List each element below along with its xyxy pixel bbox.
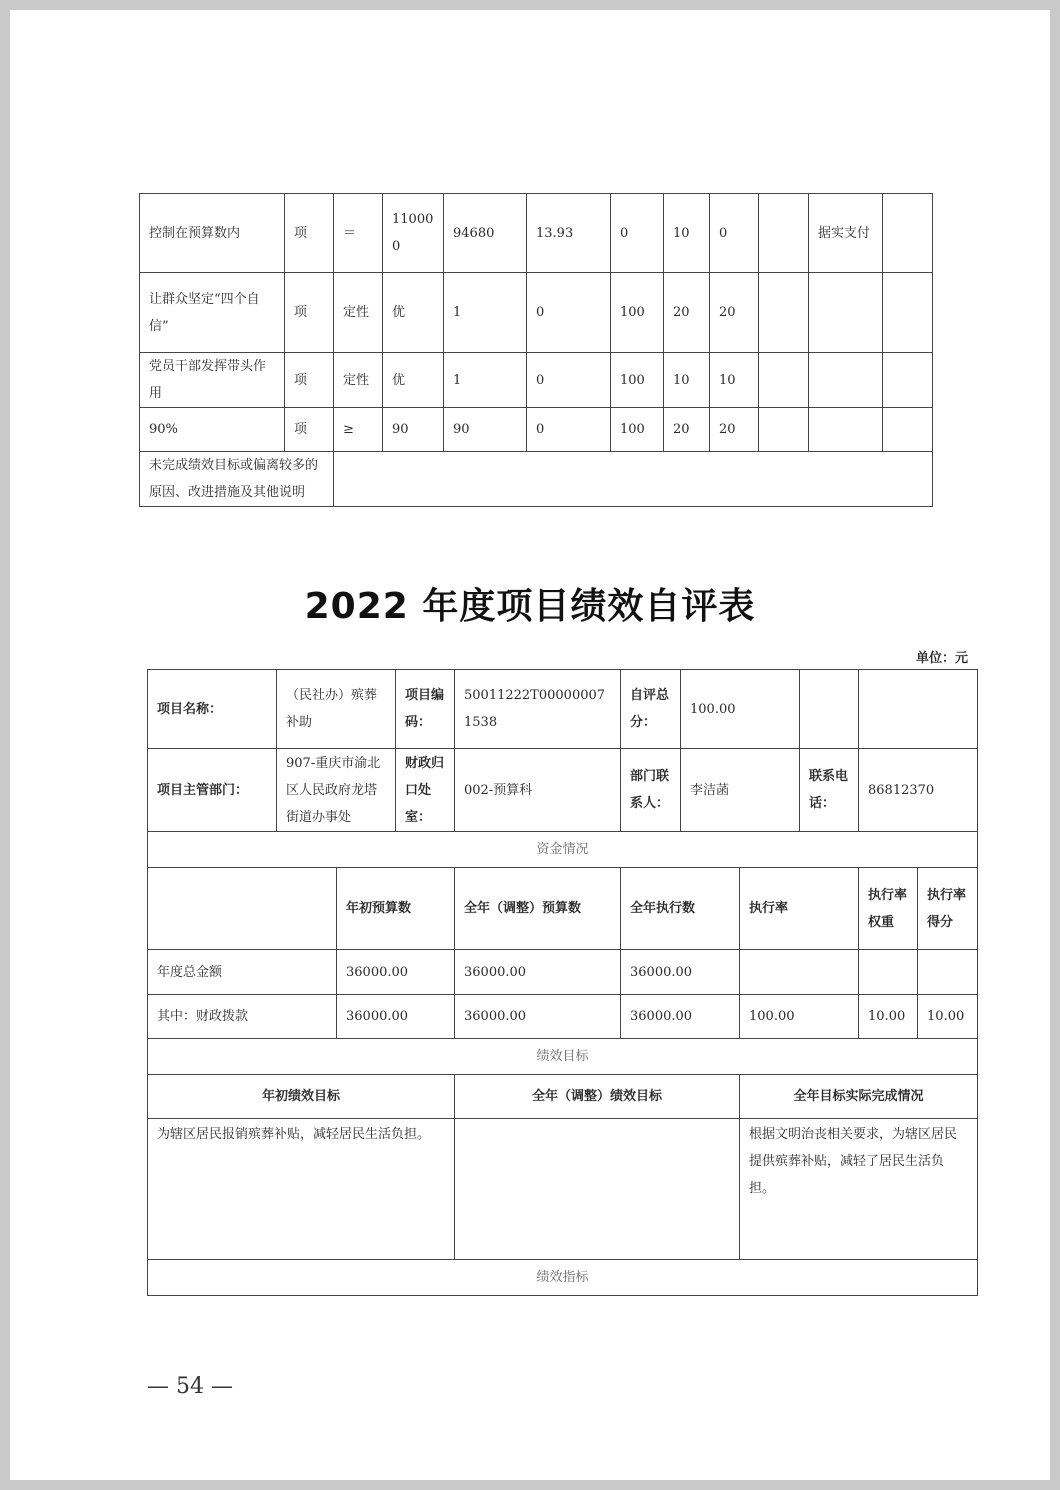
adjusted-goal-text (455, 1119, 740, 1260)
indicators-section-header: 绩效指标 (148, 1260, 978, 1296)
table-cell: 其中：财政拨款 (148, 995, 337, 1039)
table-cell: 1 (444, 353, 527, 408)
remarks-label: 未完成绩效目标或偏离较多的原因、改进措施及其他说明 (140, 452, 334, 507)
table-cell: 据实支付 (809, 194, 883, 273)
document-page (10, 10, 1050, 1480)
table-row (148, 1039, 978, 1075)
table-row (140, 408, 933, 452)
performance-indicator-table (139, 193, 933, 507)
table-cell (918, 950, 978, 995)
table-row (148, 1260, 978, 1296)
contact-value: 李洁菡 (681, 749, 800, 832)
table-cell: 优 (383, 273, 444, 353)
table-cell: 20 (664, 273, 710, 353)
project-code-value: 50011222T000000071538 (455, 670, 621, 749)
table-cell: 110000 (383, 194, 444, 273)
table-cell: 13.93 (527, 194, 611, 273)
table-row (148, 670, 978, 749)
table-cell (883, 194, 933, 273)
table-row (148, 995, 978, 1039)
table-row (148, 832, 978, 868)
table-row (148, 1119, 978, 1260)
self-score-value: 100.00 (681, 670, 800, 749)
phone-value: 86812370 (859, 749, 978, 832)
table-cell (809, 273, 883, 353)
table-cell: 20 (710, 273, 759, 353)
dept-label: 项目主管部门： (148, 749, 277, 832)
actual-completion-text: 根据文明治丧相关要求，为辖区居民提供殡葬补贴，减轻了居民生活负担。 (740, 1119, 978, 1260)
table-row (140, 353, 933, 408)
table-cell: 100.00 (740, 995, 859, 1039)
table-row (140, 194, 933, 273)
table-row (140, 452, 933, 507)
initial-goal-text: 为辖区居民报销殡葬补贴，减轻居民生活负担。 (148, 1119, 455, 1260)
table-cell: 100 (611, 408, 664, 452)
table-cell: 0 (527, 408, 611, 452)
table-cell (759, 194, 809, 273)
table-cell: 94680 (444, 194, 527, 273)
table-cell: 优 (383, 353, 444, 408)
table-cell (883, 408, 933, 452)
self-score-label: 自评总分： (621, 670, 681, 749)
remarks-value (334, 452, 933, 507)
table-cell: 10 (710, 353, 759, 408)
page-title: 2022 年度项目绩效自评表 (304, 586, 756, 627)
table-cell (883, 273, 933, 353)
table-cell: 党员干部发挥带头作用 (140, 353, 285, 408)
table-cell: 20 (664, 408, 710, 452)
table-cell: 项 (285, 194, 334, 273)
table-cell: 100 (611, 273, 664, 353)
goals-section-header: 绩效目标 (148, 1039, 978, 1075)
project-name-label: 项目名称： (148, 670, 277, 749)
table-cell: 项 (285, 273, 334, 353)
table-cell: 36000.00 (455, 950, 621, 995)
table-cell: 36000.00 (621, 950, 740, 995)
table-cell: 控制在预算数内 (140, 194, 285, 273)
funds-section-header: 资金情况 (148, 832, 978, 868)
table-cell: 年度总金额 (148, 950, 337, 995)
table-row (148, 1075, 978, 1119)
funds-header-cell: 年初预算数 (337, 868, 455, 950)
funds-header-cell: 全年（调整）预算数 (455, 868, 621, 950)
table-cell: 让群众坚定“四个自信” (140, 273, 285, 353)
finance-office-label: 财政归口处室： (396, 749, 455, 832)
table-cell (740, 950, 859, 995)
table-cell: 10 (664, 194, 710, 273)
table-cell: 0 (611, 194, 664, 273)
table-cell: 90 (444, 408, 527, 452)
project-code-label: 项目编码： (396, 670, 455, 749)
finance-office-value: 002-预算科 (455, 749, 621, 832)
table-cell: 90 (383, 408, 444, 452)
table-cell: 1 (444, 273, 527, 353)
unit-label: 单位：元 (915, 651, 968, 666)
table-cell: 定性 (334, 273, 383, 353)
table-cell: 36000.00 (337, 950, 455, 995)
table-cell (759, 408, 809, 452)
empty-cell (800, 670, 859, 749)
table-cell: 定性 (334, 353, 383, 408)
funds-header-cell (148, 868, 337, 950)
table-cell (883, 353, 933, 408)
phone-label: 联系电话： (800, 749, 859, 832)
table-cell (809, 353, 883, 408)
dept-value: 907-重庆市渝北区人民政府龙塔街道办事处 (277, 749, 396, 832)
funds-header-cell: 执行率得分 (918, 868, 978, 950)
funds-header-cell: 全年执行数 (621, 868, 740, 950)
project-name-value: （民社办）殡葬补助 (277, 670, 396, 749)
table-cell: 100 (611, 353, 664, 408)
empty-cell (859, 670, 978, 749)
table-cell: 10.00 (918, 995, 978, 1039)
table-cell: 0 (710, 194, 759, 273)
table-cell (859, 950, 918, 995)
table-cell: 项 (285, 408, 334, 452)
table-cell: 90% (140, 408, 285, 452)
table-cell: 36000.00 (337, 995, 455, 1039)
goals-header-cell: 全年（调整）绩效目标 (455, 1075, 740, 1119)
funds-header-cell: 执行率权重 (859, 868, 918, 950)
table-cell: 0 (527, 353, 611, 408)
table-cell: 36000.00 (621, 995, 740, 1039)
contact-label: 部门联系人： (621, 749, 681, 832)
table-cell (809, 408, 883, 452)
table-cell: ＝ (334, 194, 383, 273)
self-evaluation-table (147, 669, 978, 1296)
goals-header-cell: 年初绩效目标 (148, 1075, 455, 1119)
table-cell (759, 353, 809, 408)
table-cell: 20 (710, 408, 759, 452)
table-cell: 10.00 (859, 995, 918, 1039)
table-row (148, 868, 978, 950)
table-row (140, 273, 933, 353)
table-cell: 36000.00 (455, 995, 621, 1039)
table-cell: 项 (285, 353, 334, 408)
table-row (148, 950, 978, 995)
page-number: — 54 — (147, 1374, 233, 1399)
table-cell (759, 273, 809, 353)
table-cell: ≥ (334, 408, 383, 452)
goals-header-cell: 全年目标实际完成情况 (740, 1075, 978, 1119)
funds-header-cell: 执行率 (740, 868, 859, 950)
table-cell: 0 (527, 273, 611, 353)
table-cell: 10 (664, 353, 710, 408)
table-row (148, 749, 978, 832)
